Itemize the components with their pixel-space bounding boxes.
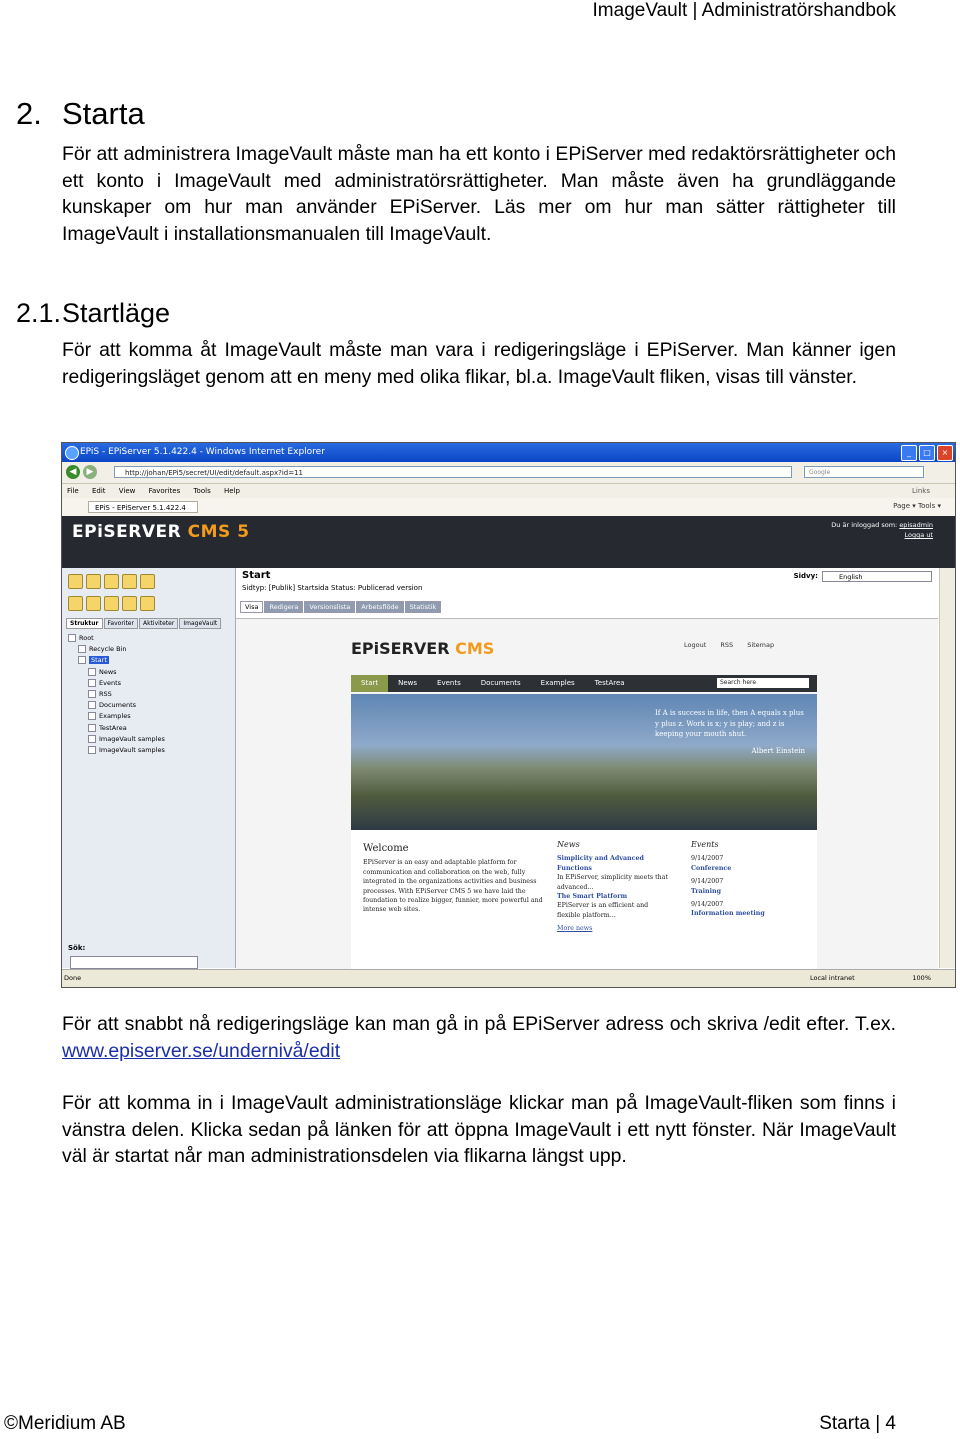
users-icon[interactable] — [140, 596, 155, 611]
address-bar — [62, 462, 955, 484]
tab-versionslista[interactable]: Versionslista — [304, 601, 355, 613]
welcome-title: Welcome — [363, 843, 409, 854]
logout-top-link[interactable]: Logout — [684, 641, 707, 649]
footer-page: Starta | 4 — [819, 1413, 896, 1434]
quote-author: Albert Einstein — [751, 746, 805, 755]
tree-item[interactable]: RSS — [68, 689, 165, 700]
edit-main-pane — [236, 568, 938, 968]
toolbar-right[interactable]: Page ▾ Tools ▾ — [893, 502, 941, 510]
maximize-icon[interactable]: □ — [919, 445, 935, 461]
episerver-logo: EPiSERVER CMS 5 — [72, 522, 250, 542]
refresh-icon[interactable] — [140, 574, 155, 589]
site-preview — [236, 618, 938, 969]
episerver-header — [62, 516, 955, 568]
status-zoom[interactable]: 100% — [912, 974, 931, 982]
paste-icon[interactable] — [104, 574, 119, 589]
menu-bar — [62, 484, 955, 498]
section-heading — [16, 96, 145, 132]
page-header: ImageVault | Administratörshandbok — [592, 0, 896, 21]
forward-icon[interactable]: ▶ — [83, 465, 97, 479]
section-paragraph: För att administrera ImageVault måste man ha ett konto i EPiServer med redaktörsrättigheter och ett konto i ImageVault med administratörsrättigheter. Man måste även ha grundläggande kunskaper om hur man använder EPiServer. Läs mer om hur man sätter rättigheter till ImageVault i installationsmanualen till ImageVault. — [62, 143, 896, 245]
tab-favoriter[interactable]: Favoriter — [104, 618, 138, 629]
url-input[interactable]: http://johan/EPi5/secret/UI/edit/default.aspx?id=11 — [114, 466, 792, 478]
menu-edit[interactable]: Edit — [91, 487, 106, 495]
tools-icon[interactable] — [122, 596, 137, 611]
tab-visa[interactable]: Visa — [240, 601, 263, 613]
logged-in-label: Du är inloggad som: — [831, 521, 898, 529]
tree-item-start[interactable]: Start — [68, 655, 165, 666]
sidvy-label: Sidvy: — [793, 572, 818, 580]
tree-item-root[interactable]: Root — [68, 633, 165, 644]
hero-image — [351, 694, 817, 830]
subsection-heading — [16, 297, 170, 329]
nav-news[interactable]: News — [398, 679, 418, 687]
section-number: 2. — [16, 96, 42, 131]
after-paragraph-2: För att komma in i ImageVault administrationsläge klickar man på ImageVault-fliken som finns i vänstra delen. Klicka sedan på länken för att öppna ImageVault i ett nytt fönster. När ImageVault väl är startat når man administrationsdelen via flikarna längst upp. — [62, 1092, 896, 1167]
edit-toolbar — [62, 568, 235, 614]
site-top-links — [684, 641, 786, 649]
page-tree — [68, 633, 165, 756]
copy-icon[interactable] — [86, 574, 101, 589]
events-column — [691, 840, 801, 919]
search-label: Sök: — [68, 944, 86, 952]
minimize-icon[interactable]: _ — [901, 445, 917, 461]
tree-item[interactable]: ImageVault samples — [68, 734, 165, 745]
subsection-paragraph: För att komma åt ImageVault måste man vara i redigeringsläge i EPiServer. Man känner igen redigeringsläget genom att en meny med olika flikar, bl.a. ImageVault fliken, visas till vänster. — [62, 339, 896, 388]
search-icon[interactable] — [68, 596, 83, 611]
tree-item[interactable]: Examples — [68, 711, 165, 722]
tab-aktiviteter[interactable]: Aktiviteter — [139, 618, 178, 629]
back-icon[interactable]: ◀ — [66, 465, 80, 479]
window-titlebar — [62, 443, 955, 462]
page-status: Sidtyp: [Publik] Startsida Status: Publicerad version — [242, 584, 423, 592]
status-done: Done — [64, 974, 82, 982]
close-icon[interactable]: × — [937, 445, 953, 461]
tab-statistik[interactable]: Statistik — [405, 601, 442, 613]
site-columns — [351, 830, 817, 969]
tab-struktur[interactable]: Struktur — [66, 618, 103, 629]
tab-redigera[interactable]: Redigera — [264, 601, 303, 613]
main-tabs — [240, 601, 442, 613]
section-title: Starta — [62, 96, 145, 131]
news-column — [557, 840, 669, 934]
footer-copyright: ©Meridium AB — [4, 1413, 126, 1434]
tree-search-input[interactable] — [70, 956, 198, 969]
tree-item[interactable]: TestArea — [68, 723, 165, 734]
menu-tools[interactable]: Tools — [193, 487, 211, 495]
tab-imagevault[interactable]: ImageVault — [179, 618, 221, 629]
event-link[interactable]: Information meeting — [691, 910, 765, 918]
links-label[interactable]: Links — [912, 487, 930, 495]
window-title: EPiS - EPiServer 5.1.422.4 - Windows Internet Explorer — [80, 447, 325, 457]
tree-item[interactable]: News — [68, 667, 165, 678]
logout-link[interactable]: Logga ut — [904, 531, 933, 539]
help-icon[interactable] — [86, 596, 101, 611]
page-title: Start — [242, 570, 271, 581]
tree-item[interactable]: ImageVault samples — [68, 745, 165, 756]
news-link[interactable]: Simplicity and Advanced Functions — [557, 855, 644, 872]
nav-documents[interactable]: Documents — [480, 679, 521, 687]
news-link[interactable]: The Smart Platform — [557, 893, 628, 901]
nav-start[interactable]: Start — [351, 675, 388, 692]
browser-screenshot — [61, 442, 956, 988]
hero-quote: If A is success in life, then A equals x plus y plus z. Work is x; y is play; and z is keeping your mouth shut. Albert Einstein — [655, 709, 805, 755]
tab-arbetsflode[interactable]: Arbetsflöde — [356, 601, 403, 613]
news-title: News — [557, 840, 580, 849]
event-link[interactable]: Conference — [691, 864, 732, 872]
event-date: 9/14/2007 — [691, 901, 724, 909]
site-nav — [351, 675, 817, 692]
event-link[interactable]: Training — [691, 887, 721, 895]
after-paragraph-1: För att snabbt nå redigeringsläge kan man gå in på EPiServer adress och skriva /edit efter. T.ex. www.episerver.se/undernivå/edit — [62, 1013, 896, 1062]
nav-examples[interactable]: Examples — [540, 679, 575, 687]
event-date: 9/14/2007 — [691, 878, 724, 886]
login-info — [831, 520, 933, 540]
tree-item[interactable]: Events — [68, 678, 165, 689]
sitemap-top-link[interactable]: Sitemap — [747, 641, 775, 649]
tab-bar — [62, 498, 955, 517]
page-info — [236, 568, 938, 618]
menu-favorites[interactable]: Favorites — [148, 487, 181, 495]
tree-item-recycle[interactable]: Recycle Bin — [68, 644, 165, 655]
status-bar — [62, 969, 955, 987]
edit-left-pane — [62, 568, 236, 968]
vertical-scrollbar[interactable] — [939, 568, 955, 968]
news-text: In EPiServer, simplicity meets that advanced... — [557, 874, 669, 891]
welcome-text: EPiServer is an easy and adaptable platform for communication and collaboration on the web, fully integrated in the organizations activities and business processes. With EPiServer CMS 5 we have laid the foundation to realize bigger, funnier, more powerful and intense web sites. — [363, 859, 543, 914]
edit-url-link[interactable]: www.episerver.se/undernivå/edit — [62, 1039, 341, 1062]
delete-icon[interactable] — [122, 574, 137, 589]
welcome-column — [363, 844, 543, 915]
rss-top-link[interactable]: RSS — [720, 641, 734, 649]
event-date: 9/14/2007 — [691, 855, 724, 863]
news-text: EPiServer is an efficient and flexible platform... — [557, 902, 649, 919]
logged-in-user[interactable]: episadmin — [899, 521, 933, 529]
nav-events[interactable]: Events — [437, 679, 461, 687]
site-logo: EPiSERVER CMS — [351, 639, 495, 658]
browser-tab[interactable]: EPiS - EPiServer 5.1.422.4 — [88, 501, 198, 513]
language-select[interactable]: English — [822, 571, 932, 582]
menu-file[interactable]: File — [67, 487, 79, 495]
browser-search-input[interactable]: Google — [804, 466, 924, 478]
ie-logo-icon — [65, 446, 79, 460]
left-tabs — [66, 618, 222, 629]
menu-help[interactable]: Help — [223, 487, 240, 495]
nav-testarea[interactable]: TestArea — [594, 679, 625, 687]
more-news-link[interactable]: More news — [557, 925, 593, 933]
events-title: Events — [691, 840, 719, 849]
new-page-icon[interactable] — [68, 574, 83, 589]
subsection-title: Startläge — [62, 298, 171, 328]
tree-item[interactable]: Documents — [68, 700, 165, 711]
browser-content — [62, 516, 955, 970]
subsection-number: 2.1. — [16, 298, 62, 328]
site-search-input[interactable]: Search here — [717, 678, 809, 688]
status-zone: Local intranet — [810, 974, 855, 982]
settings-icon[interactable] — [104, 596, 119, 611]
menu-view[interactable]: View — [118, 487, 136, 495]
